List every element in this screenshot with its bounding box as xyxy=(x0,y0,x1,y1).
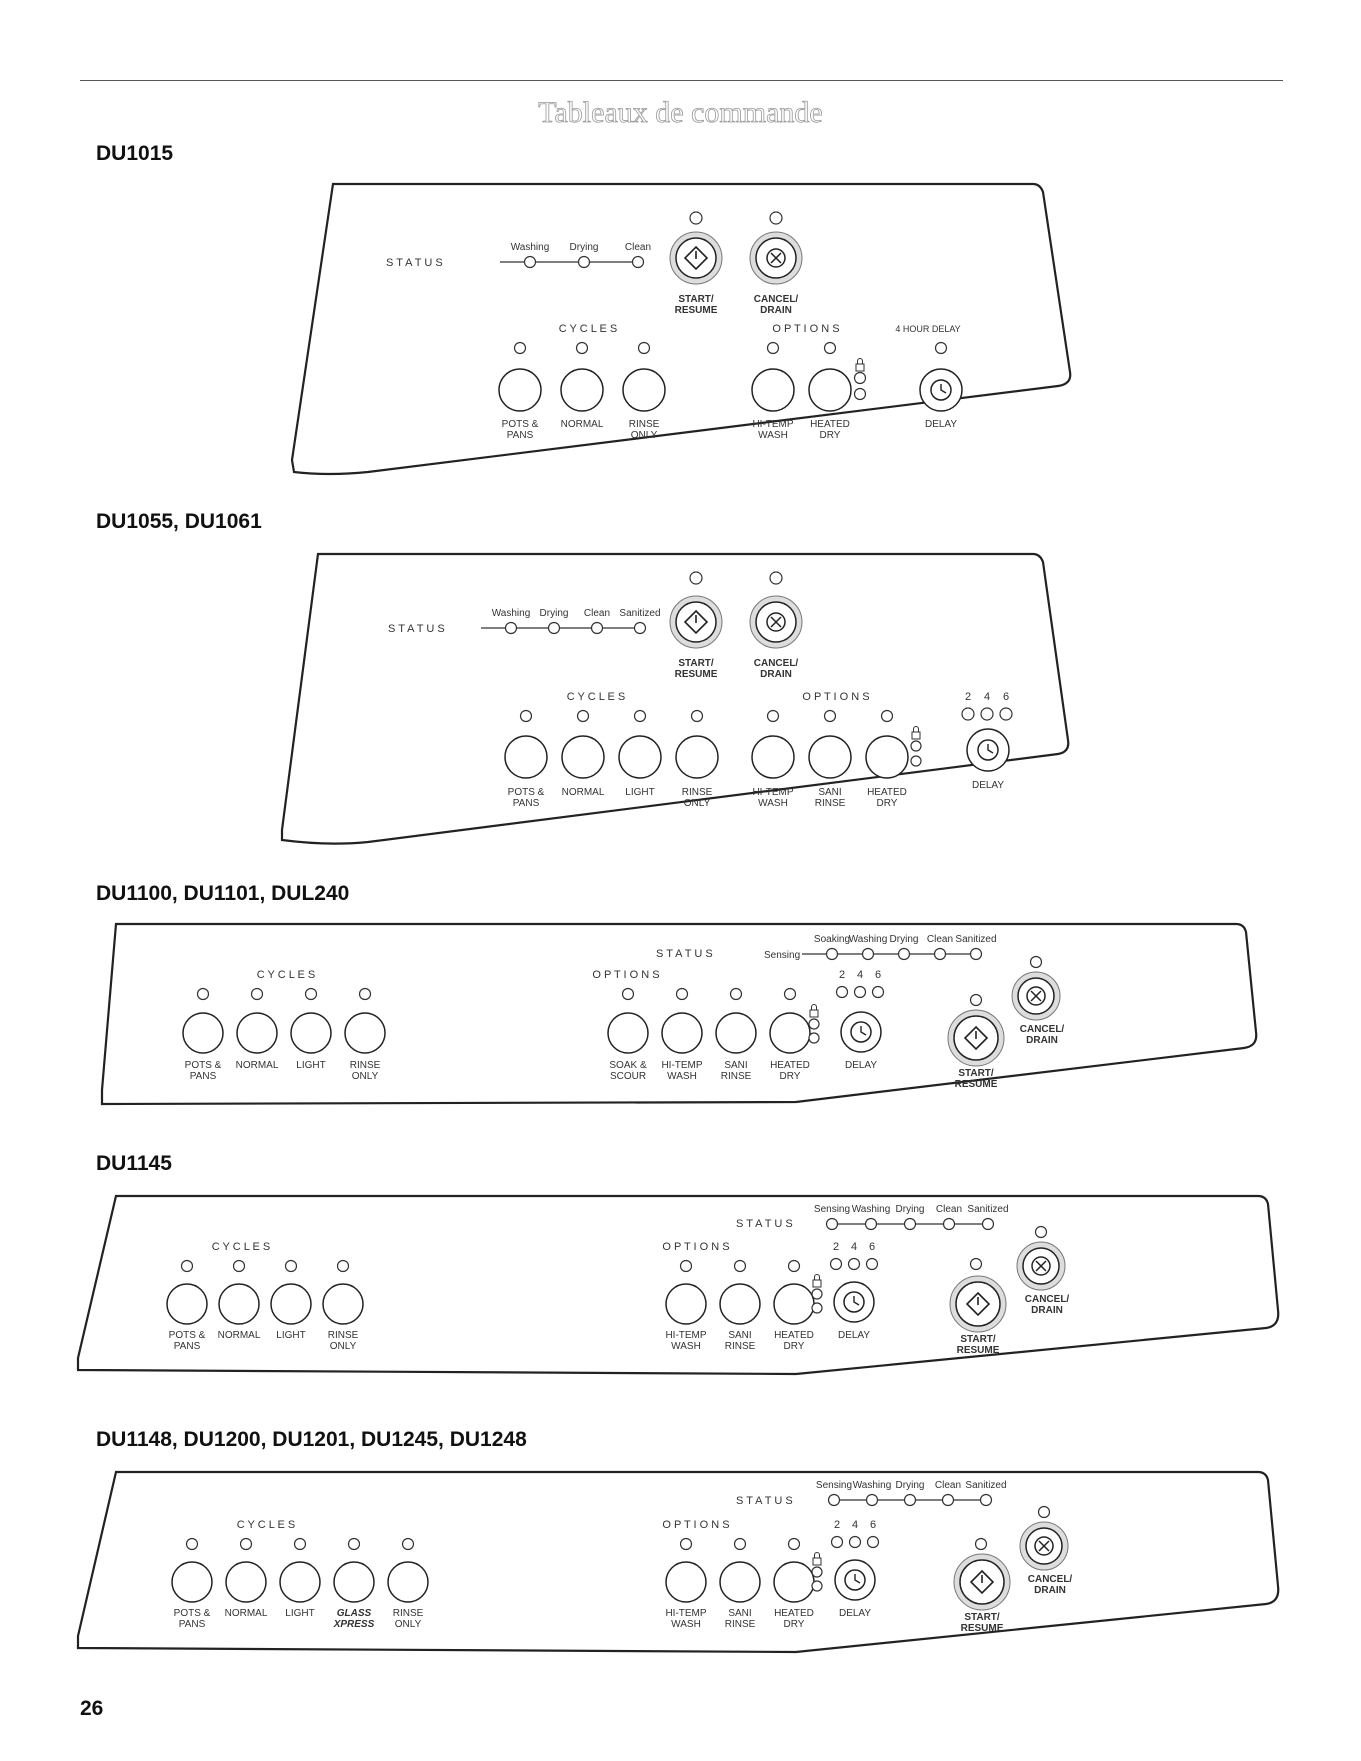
cycle-label-0-line1: POTS & xyxy=(507,787,545,798)
option-button-sani[interactable] xyxy=(720,1562,760,1602)
option-button-sani[interactable] xyxy=(720,1284,760,1324)
option-label-0-line2: SCOUR xyxy=(609,1071,647,1082)
status-light-washing xyxy=(863,949,874,960)
option-label-1-line1: SANI xyxy=(818,787,842,798)
cycle-label-2-line1: LIGHT xyxy=(285,1608,315,1619)
option-light-2 xyxy=(731,989,742,1000)
delay-hour-4: 4 xyxy=(856,969,864,981)
status-text-drying: Drying xyxy=(539,608,569,619)
cycle-label-2-line2: ONLY xyxy=(630,430,658,441)
status-text-washing: Washing xyxy=(491,608,531,619)
option-button-hi-temp[interactable] xyxy=(752,369,794,411)
lock-light xyxy=(809,1019,819,1029)
delay-hour-6: 6 xyxy=(869,1519,877,1531)
cycle-label-3-line2: XPRESS xyxy=(333,1619,375,1630)
cycle-light-0 xyxy=(521,711,532,722)
lock-light xyxy=(812,1289,822,1299)
option-light-0 xyxy=(681,1261,692,1272)
option-label-0-line2: WASH xyxy=(758,798,788,809)
option-label-3-line2: DRY xyxy=(779,1071,801,1082)
cycle-button-pots-[interactable] xyxy=(172,1562,212,1602)
cycle-button-rinse[interactable] xyxy=(388,1562,428,1602)
status-light-washing xyxy=(525,257,536,268)
cycle-label-0-line2: PANS xyxy=(178,1619,206,1630)
option-button-hi-temp[interactable] xyxy=(752,736,794,778)
delay-hour-light-2 xyxy=(831,1259,842,1270)
option-button-hi-temp[interactable] xyxy=(666,1562,706,1602)
delay-hour-light-4 xyxy=(850,1537,861,1548)
lock-light xyxy=(812,1567,822,1577)
cycle-light-4 xyxy=(403,1539,414,1550)
status-light-sanitized xyxy=(983,1219,994,1230)
cycle-light-3 xyxy=(692,711,703,722)
option-label-1-line2: RINSE xyxy=(814,798,846,809)
option-label-1-line2: WASH xyxy=(667,1071,697,1082)
status-text-sensing: Sensing xyxy=(813,1204,851,1215)
cycle-label-0-line2: PANS xyxy=(512,798,540,809)
cycle-light-1 xyxy=(234,1261,245,1272)
cycles-heading: C Y C L E S xyxy=(256,969,316,981)
cycle-button-light[interactable] xyxy=(619,736,661,778)
option-label-2-line1: HEATED xyxy=(774,1330,814,1341)
cycle-light-0 xyxy=(187,1539,198,1550)
start-resume-text-line2: RESUME xyxy=(674,305,718,316)
option-label-0-line1: HI-TEMP xyxy=(665,1330,707,1341)
cycle-label-4-line1: RINSE xyxy=(392,1608,424,1619)
status-light-sanitized xyxy=(971,949,982,960)
delay-hour-4: 4 xyxy=(851,1519,859,1531)
option-button-sani[interactable] xyxy=(809,736,851,778)
start-indicator-light xyxy=(971,995,982,1006)
status-label: S T A T U S xyxy=(386,257,443,269)
status-light-clean xyxy=(592,623,603,634)
options-heading: O P T I O N S xyxy=(772,323,840,335)
status-light-clean xyxy=(935,949,946,960)
status-light-clean xyxy=(633,257,644,268)
option-label-0-line2: WASH xyxy=(671,1341,701,1352)
delay-hour-2: 2 xyxy=(832,1241,840,1253)
status-light-sensing xyxy=(827,1219,838,1230)
cycle-light-1 xyxy=(578,711,589,722)
option-label-2-line2: DRY xyxy=(876,798,898,809)
cycle-label-3-line1: RINSE xyxy=(681,787,713,798)
option-label-1-line1: HEATED xyxy=(810,419,850,430)
status-text-sensing: Sensing xyxy=(764,950,801,961)
option-label-1-line1: SANI xyxy=(728,1608,752,1619)
option-label-0-line1: HI-TEMP xyxy=(665,1608,707,1619)
cycle-button-normal[interactable] xyxy=(219,1284,259,1324)
cycles-heading: C Y C L E S xyxy=(566,691,626,703)
cycle-button-normal[interactable] xyxy=(562,736,604,778)
control-panel-du1055 xyxy=(288,550,1078,850)
delay-light xyxy=(936,343,947,354)
cancel-indicator-light xyxy=(1036,1227,1047,1238)
cycle-light-2 xyxy=(306,989,317,1000)
cycle-label-1-line1: NORMAL xyxy=(560,419,604,430)
cycle-light-2 xyxy=(635,711,646,722)
status-text-washing: Washing xyxy=(848,934,888,945)
start-resume-text-line2: RESUME xyxy=(674,669,718,680)
cycle-light-1 xyxy=(252,989,263,1000)
status-light-sensing xyxy=(829,1495,840,1506)
cycle-light-1 xyxy=(577,343,588,354)
start-resume-text-line1: START/ xyxy=(958,1068,994,1079)
option-light-0 xyxy=(681,1539,692,1550)
control-panel-du1145 xyxy=(96,1192,1276,1392)
cycle-button-rinse[interactable] xyxy=(623,369,665,411)
lock-light xyxy=(911,741,921,751)
start-indicator-light xyxy=(690,212,702,224)
start-resume-text-line2: RESUME xyxy=(954,1079,998,1090)
delay-text: DELAY xyxy=(971,780,1005,791)
option-label-0-line1: HI-TEMP xyxy=(752,419,794,430)
page-title: Tableaux de commande xyxy=(538,96,823,129)
delay-hour-light-4 xyxy=(849,1259,860,1270)
cancel-drain-text-line2: DRAIN xyxy=(760,305,792,316)
start-indicator-light xyxy=(976,1539,987,1550)
status-text-washing: Washing xyxy=(851,1204,891,1215)
cancel-indicator-light xyxy=(770,572,782,584)
status-light-washing xyxy=(506,623,517,634)
status-text-clean: Clean xyxy=(926,934,954,945)
cycle-button-light[interactable] xyxy=(271,1284,311,1324)
option-label-1-line1: SANI xyxy=(728,1330,752,1341)
cycle-label-2-line1: LIGHT xyxy=(276,1330,306,1341)
cycle-button-normal[interactable] xyxy=(226,1562,266,1602)
status-text-drying: Drying xyxy=(889,934,919,945)
status-label: S T A T U S xyxy=(736,1495,793,1507)
panel-title-du1148: DU1148, DU1200, DU1201, DU1245, DU1248 xyxy=(96,1428,527,1451)
status-text-sensing: Sensing xyxy=(815,1480,853,1491)
cycle-button-rinse[interactable] xyxy=(323,1284,363,1324)
cancel-drain-text-line1: CANCEL/ xyxy=(1027,1574,1073,1585)
option-label-2-line1: SANI xyxy=(724,1060,748,1071)
delay-hour-light-6 xyxy=(868,1537,879,1548)
delay-hour-light-2 xyxy=(832,1537,843,1548)
delay-hour-6: 6 xyxy=(1002,691,1010,703)
option-button-sani[interactable] xyxy=(716,1013,756,1053)
lock-light-2 xyxy=(855,389,866,400)
panel-title-du1145: DU1145 xyxy=(96,1152,172,1175)
status-text-sanitized: Sanitized xyxy=(619,608,661,619)
cycle-label-0-line1: POTS & xyxy=(173,1608,211,1619)
option-label-1-line2: RINSE xyxy=(724,1341,756,1352)
cycles-heading: C Y C L E S xyxy=(211,1241,271,1253)
cycle-label-2-line1: RINSE xyxy=(628,419,660,430)
cycle-label-2-line1: LIGHT xyxy=(625,787,655,798)
start-indicator-light xyxy=(690,572,702,584)
cycle-button-pots-[interactable] xyxy=(183,1013,223,1053)
option-label-2-line1: HEATED xyxy=(774,1608,814,1619)
start-resume-text-line2: RESUME xyxy=(956,1345,1000,1356)
option-button-heated[interactable] xyxy=(774,1562,814,1602)
delay-hour-light-2 xyxy=(962,708,974,720)
status-light-drying xyxy=(899,949,910,960)
status-light-sanitized xyxy=(635,623,646,634)
option-light-0 xyxy=(768,343,779,354)
status-text-washing: Washing xyxy=(510,242,550,253)
delay-hour-4: 4 xyxy=(983,691,991,703)
status-text-sanitized: Sanitized xyxy=(967,1204,1009,1215)
start-indicator-light xyxy=(971,1259,982,1270)
cycle-label-3-line1: GLASS xyxy=(336,1608,372,1619)
start-resume-text-line1: START/ xyxy=(964,1612,1000,1623)
option-light-0 xyxy=(623,989,634,1000)
delay-hour-6: 6 xyxy=(874,969,882,981)
cycle-label-0-line2: PANS xyxy=(189,1071,217,1082)
option-light-1 xyxy=(677,989,688,1000)
start-resume-text-line1: START/ xyxy=(960,1334,996,1345)
delay-hour-light-6 xyxy=(867,1259,878,1270)
option-button-heated[interactable] xyxy=(774,1284,814,1324)
option-label-2-line2: DRY xyxy=(783,1619,805,1630)
option-label-2-line2: DRY xyxy=(783,1341,805,1352)
cycle-light-0 xyxy=(182,1261,193,1272)
options-heading: O P T I O N S xyxy=(802,691,870,703)
delay-hour-light-6 xyxy=(1000,708,1012,720)
panel-title-du1100: DU1100, DU1101, DUL240 xyxy=(96,882,350,905)
delay-text: DELAY xyxy=(838,1608,872,1619)
panel-outline xyxy=(282,554,1068,844)
status-light-soaking xyxy=(827,949,838,960)
option-button-hi-temp[interactable] xyxy=(666,1284,706,1324)
status-light-drying xyxy=(549,623,560,634)
cycle-label-1-line1: NORMAL xyxy=(217,1330,261,1341)
options-heading: O P T I O N S xyxy=(662,1519,730,1531)
cancel-drain-text-line1: CANCEL/ xyxy=(1019,1024,1065,1035)
cycles-heading: C Y C L E S xyxy=(236,1519,296,1531)
panel-drawing xyxy=(288,550,1078,850)
delay-hour-2: 2 xyxy=(838,969,846,981)
status-text-drying: Drying xyxy=(895,1204,925,1215)
cycle-label-1-line1: NORMAL xyxy=(235,1060,279,1071)
status-light-clean xyxy=(943,1495,954,1506)
option-label-0-line2: WASH xyxy=(671,1619,701,1630)
cancel-drain-text-line1: CANCEL/ xyxy=(753,658,799,669)
option-label-3-line1: HEATED xyxy=(770,1060,810,1071)
cycle-label-3-line2: ONLY xyxy=(351,1071,379,1082)
cycle-label-0-line2: PANS xyxy=(506,430,534,441)
delay-text: DELAY xyxy=(844,1060,878,1071)
delay-hour-light-4 xyxy=(981,708,993,720)
cycle-label-3-line2: ONLY xyxy=(329,1341,357,1352)
option-label-0-line1: HI-TEMP xyxy=(752,787,794,798)
cancel-drain-text-line2: DRAIN xyxy=(1026,1035,1058,1046)
panel-title-du1055: DU1055, DU1061 xyxy=(96,510,262,533)
delay-text: DELAY xyxy=(924,419,958,430)
option-button-heated[interactable] xyxy=(866,736,908,778)
option-light-1 xyxy=(825,343,836,354)
cycle-label-0-line2: PANS xyxy=(173,1341,201,1352)
option-label-1-line2: RINSE xyxy=(724,1619,756,1630)
cycle-light-2 xyxy=(295,1539,306,1550)
cycle-label-3-line1: RINSE xyxy=(349,1060,381,1071)
cycle-light-3 xyxy=(338,1261,349,1272)
status-label: S T A T U S xyxy=(388,623,445,635)
control-panel-du1015 xyxy=(288,180,1078,480)
cycle-label-3-line1: RINSE xyxy=(327,1330,359,1341)
delay-hour-light-4 xyxy=(855,987,866,998)
control-panel-du1100 xyxy=(96,920,1256,1120)
cycle-light-2 xyxy=(639,343,650,354)
page-number: 26 xyxy=(80,1697,104,1720)
option-light-1 xyxy=(735,1539,746,1550)
delay-hour-2: 2 xyxy=(833,1519,841,1531)
cycle-light-3 xyxy=(349,1539,360,1550)
status-text-washing: Washing xyxy=(852,1480,892,1491)
cycle-button-rinse[interactable] xyxy=(676,736,718,778)
cycle-label-1-line1: NORMAL xyxy=(561,787,605,798)
status-light-washing xyxy=(866,1219,877,1230)
cycle-button-normal[interactable] xyxy=(237,1013,277,1053)
option-button-hi-temp[interactable] xyxy=(662,1013,702,1053)
option-light-0 xyxy=(768,711,779,722)
option-light-3 xyxy=(785,989,796,1000)
cycle-button-normal[interactable] xyxy=(561,369,603,411)
cycle-label-0-line1: POTS & xyxy=(184,1060,222,1071)
status-light-sanitized xyxy=(981,1495,992,1506)
option-label-2-line1: HEATED xyxy=(867,787,907,798)
status-text-sanitized: Sanitized xyxy=(965,1480,1007,1491)
option-label-1-line1: HI-TEMP xyxy=(661,1060,703,1071)
cycle-light-1 xyxy=(241,1539,252,1550)
delay-hour-6: 6 xyxy=(868,1241,876,1253)
option-label-1-line2: DRY xyxy=(819,430,841,441)
panel-drawing xyxy=(96,920,1256,1120)
cycle-label-3-line2: ONLY xyxy=(683,798,711,809)
status-light-drying xyxy=(905,1495,916,1506)
cycle-button-pots-[interactable] xyxy=(499,369,541,411)
options-heading: O P T I O N S xyxy=(592,969,660,981)
status-light-drying xyxy=(905,1219,916,1230)
cycle-button-rinse[interactable] xyxy=(345,1013,385,1053)
panel-title-du1015: DU1015 xyxy=(96,142,174,165)
option-light-2 xyxy=(789,1261,800,1272)
lock-light-2 xyxy=(809,1033,819,1043)
status-light-clean xyxy=(944,1219,955,1230)
cycle-light-3 xyxy=(360,989,371,1000)
status-text-clean: Clean xyxy=(934,1480,962,1491)
status-text-drying: Drying xyxy=(895,1480,925,1491)
option-button-heated[interactable] xyxy=(809,369,851,411)
status-text-clean: Clean xyxy=(935,1204,963,1215)
delay-text: DELAY xyxy=(837,1330,871,1341)
cycle-button-pots-[interactable] xyxy=(167,1284,207,1324)
start-resume-text-line1: START/ xyxy=(678,658,714,669)
cycle-light-2 xyxy=(286,1261,297,1272)
cycle-label-1-line1: NORMAL xyxy=(224,1608,268,1619)
option-label-0-line2: WASH xyxy=(758,430,788,441)
status-light-drying xyxy=(579,257,590,268)
cycle-label-2-line1: LIGHT xyxy=(296,1060,326,1071)
cycle-label-4-line2: ONLY xyxy=(394,1619,422,1630)
status-text-soaking: Soaking xyxy=(813,934,851,945)
cancel-drain-text-line2: DRAIN xyxy=(760,669,792,680)
status-label: S T A T U S xyxy=(656,948,713,960)
cycle-light-0 xyxy=(515,343,526,354)
control-panel-du1148 xyxy=(96,1468,1276,1668)
cancel-drain-text-line1: CANCEL/ xyxy=(753,294,799,305)
delay-hour-4: 4 xyxy=(850,1241,858,1253)
cycle-label-0-line1: POTS & xyxy=(168,1330,206,1341)
start-resume-text-line2: RESUME xyxy=(960,1623,1004,1634)
status-text-clean: Clean xyxy=(624,242,652,253)
cycle-light-0 xyxy=(198,989,209,1000)
option-light-1 xyxy=(825,711,836,722)
delay-hour-light-6 xyxy=(873,987,884,998)
cancel-indicator-light xyxy=(770,212,782,224)
cycle-label-0-line1: POTS & xyxy=(501,419,539,430)
option-light-2 xyxy=(882,711,893,722)
cycle-button-glass[interactable] xyxy=(334,1562,374,1602)
status-light-washing xyxy=(867,1495,878,1506)
delay-hour-light-2 xyxy=(837,987,848,998)
status-text-sanitized: Sanitized xyxy=(955,934,997,945)
options-heading: O P T I O N S xyxy=(662,1241,730,1253)
delay-hour-2: 2 xyxy=(964,691,972,703)
option-label-0-line1: SOAK & xyxy=(609,1060,647,1071)
cancel-indicator-light xyxy=(1031,957,1042,968)
option-light-1 xyxy=(735,1261,746,1272)
top-rule xyxy=(80,80,1283,81)
cancel-indicator-light xyxy=(1039,1507,1050,1518)
panel-drawing xyxy=(96,1468,1276,1668)
status-text-clean: Clean xyxy=(583,608,611,619)
cancel-drain-text-line2: DRAIN xyxy=(1034,1585,1066,1596)
option-light-2 xyxy=(789,1539,800,1550)
start-resume-text-line1: START/ xyxy=(678,294,714,305)
cycles-heading: C Y C L E S xyxy=(558,323,618,335)
lock-light-2 xyxy=(911,756,921,766)
cycle-button-light[interactable] xyxy=(291,1013,331,1053)
lock-light-2 xyxy=(812,1581,822,1591)
cycle-button-light[interactable] xyxy=(280,1562,320,1602)
option-label-2-line2: RINSE xyxy=(720,1071,752,1082)
lock-light xyxy=(855,373,866,384)
cycle-button-pots-[interactable] xyxy=(505,736,547,778)
lock-light-2 xyxy=(812,1303,822,1313)
option-button-soak-[interactable] xyxy=(608,1013,648,1053)
cancel-drain-text-line1: CANCEL/ xyxy=(1024,1294,1070,1305)
status-text-drying: Drying xyxy=(569,242,599,253)
status-label: S T A T U S xyxy=(736,1218,793,1230)
panel-drawing xyxy=(96,1192,1276,1392)
four-hour-delay-heading: 4 HOUR DELAY xyxy=(895,324,961,334)
option-button-heated[interactable] xyxy=(770,1013,810,1053)
panel-drawing xyxy=(288,180,1078,480)
cancel-drain-text-line2: DRAIN xyxy=(1031,1305,1063,1316)
